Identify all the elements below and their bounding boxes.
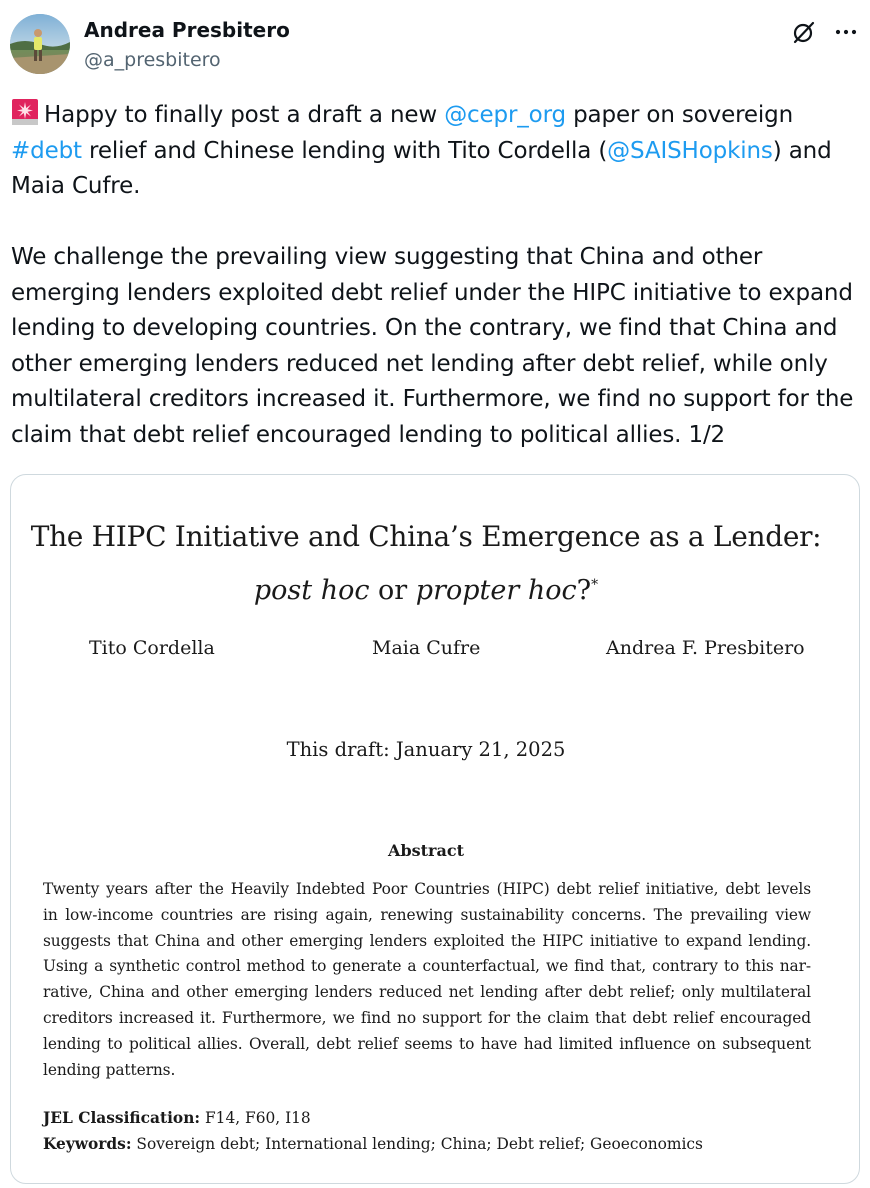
paper-title: The HIPC Initiative and China’s Emergence as a Lender: — [30, 520, 822, 553]
paper-subtitle — [11, 567, 841, 609]
tweet-paragraph-2: We challenge the prevailing view suggesting that China and other emerging lenders exploited debt relief under the HIPC initiative to expand lending to developing countries. On the contrary, we find that China and other emerging lenders reduced net lending after debt relief, while only multilateral creditors increased it. Furthermore, we find no support for the claim that debt relief encouraged lending to political allies. 1/2 — [11, 244, 854, 448]
hashtag-debt[interactable]: #debt — [11, 137, 82, 164]
abstract-line: rative, China and other emerging lenders reduced net lending after debt relief; only multilateral — [43, 983, 811, 1002]
abstract-line: Using a synthetic control method to generate a counterfactual, we find that, contrary to this nar- — [43, 957, 811, 976]
grok-button[interactable] — [788, 16, 820, 48]
keywords-value: Sovereign debt; International lending; China; Debt relief; Geoeconomics — [131, 1135, 703, 1153]
tweet-paragraph-1 — [11, 98, 863, 205]
subtitle-part: or — [369, 575, 416, 606]
subtitle-part: post hoc — [253, 575, 370, 606]
keywords — [43, 1133, 703, 1155]
mention-saishopkins[interactable]: @SAISHopkins — [607, 137, 773, 164]
footnote-mark: * — [591, 577, 599, 593]
tweet-text-segment: Happy to finally post a draft a new — [44, 102, 445, 128]
tweet-header — [10, 12, 860, 76]
red-siren-light-icon — [11, 98, 39, 126]
paper-page — [11, 475, 859, 1183]
tweet-media-image[interactable] — [10, 474, 860, 1184]
jel-value: F14, F60, I18 — [200, 1109, 311, 1127]
abstract-body — [43, 877, 811, 1083]
author-handle[interactable]: @a_presbitero — [84, 49, 221, 71]
jel-label: JEL Classification: — [43, 1109, 201, 1127]
tweet-text-segment: paper on sovereign — [565, 102, 794, 128]
tweet-text-segment: ) and Maia Cufre. — [11, 137, 832, 199]
tweet-text — [11, 98, 863, 453]
paper-author: Maia Cufre — [372, 637, 481, 659]
jel-classification — [43, 1107, 311, 1129]
abstract-line: in low-income countries are rising again, renewing sustainability concerns. The prevailing view — [43, 905, 811, 924]
grok-slash-circle-icon — [791, 19, 817, 45]
avatar-photo — [10, 14, 70, 74]
paper-draft-date: This draft: January 21, 2025 — [286, 738, 566, 761]
tweet-text-segment: relief and Chinese lending with Tito Cordella ( — [81, 137, 608, 164]
avatar[interactable] — [10, 14, 70, 74]
abstract-line: lending patterns. — [43, 1060, 176, 1079]
more-options-button[interactable] — [830, 16, 862, 48]
abstract-line: suggests that China and other emerging lenders exploited the HIPC initiative to expand lending. — [43, 931, 811, 950]
abstract-line: Twenty years after the Heavily Indebted Poor Countries (HIPC) debt relief initiative, debt levels — [43, 880, 811, 898]
subtitle-part: propter hoc — [415, 575, 577, 606]
paper-author: Andrea F. Presbitero — [606, 637, 805, 659]
mention-cepr-org[interactable]: @cepr_org — [444, 102, 566, 128]
more-horizontal-icon — [833, 19, 859, 45]
abstract-line: creditors increased it. Furthermore, we find no support for the claim that debt relief encouraged — [43, 1008, 811, 1027]
abstract-line: lending to political allies. Overall, debt relief seems to have had limited influence on subsequent — [43, 1034, 811, 1053]
abstract-heading: Abstract — [388, 841, 464, 860]
author-name[interactable]: Andrea Presbitero — [84, 18, 290, 42]
subtitle-part: ? — [576, 575, 592, 606]
keywords-label: Keywords: — [43, 1135, 132, 1153]
paper-author: Tito Cordella — [89, 637, 215, 659]
